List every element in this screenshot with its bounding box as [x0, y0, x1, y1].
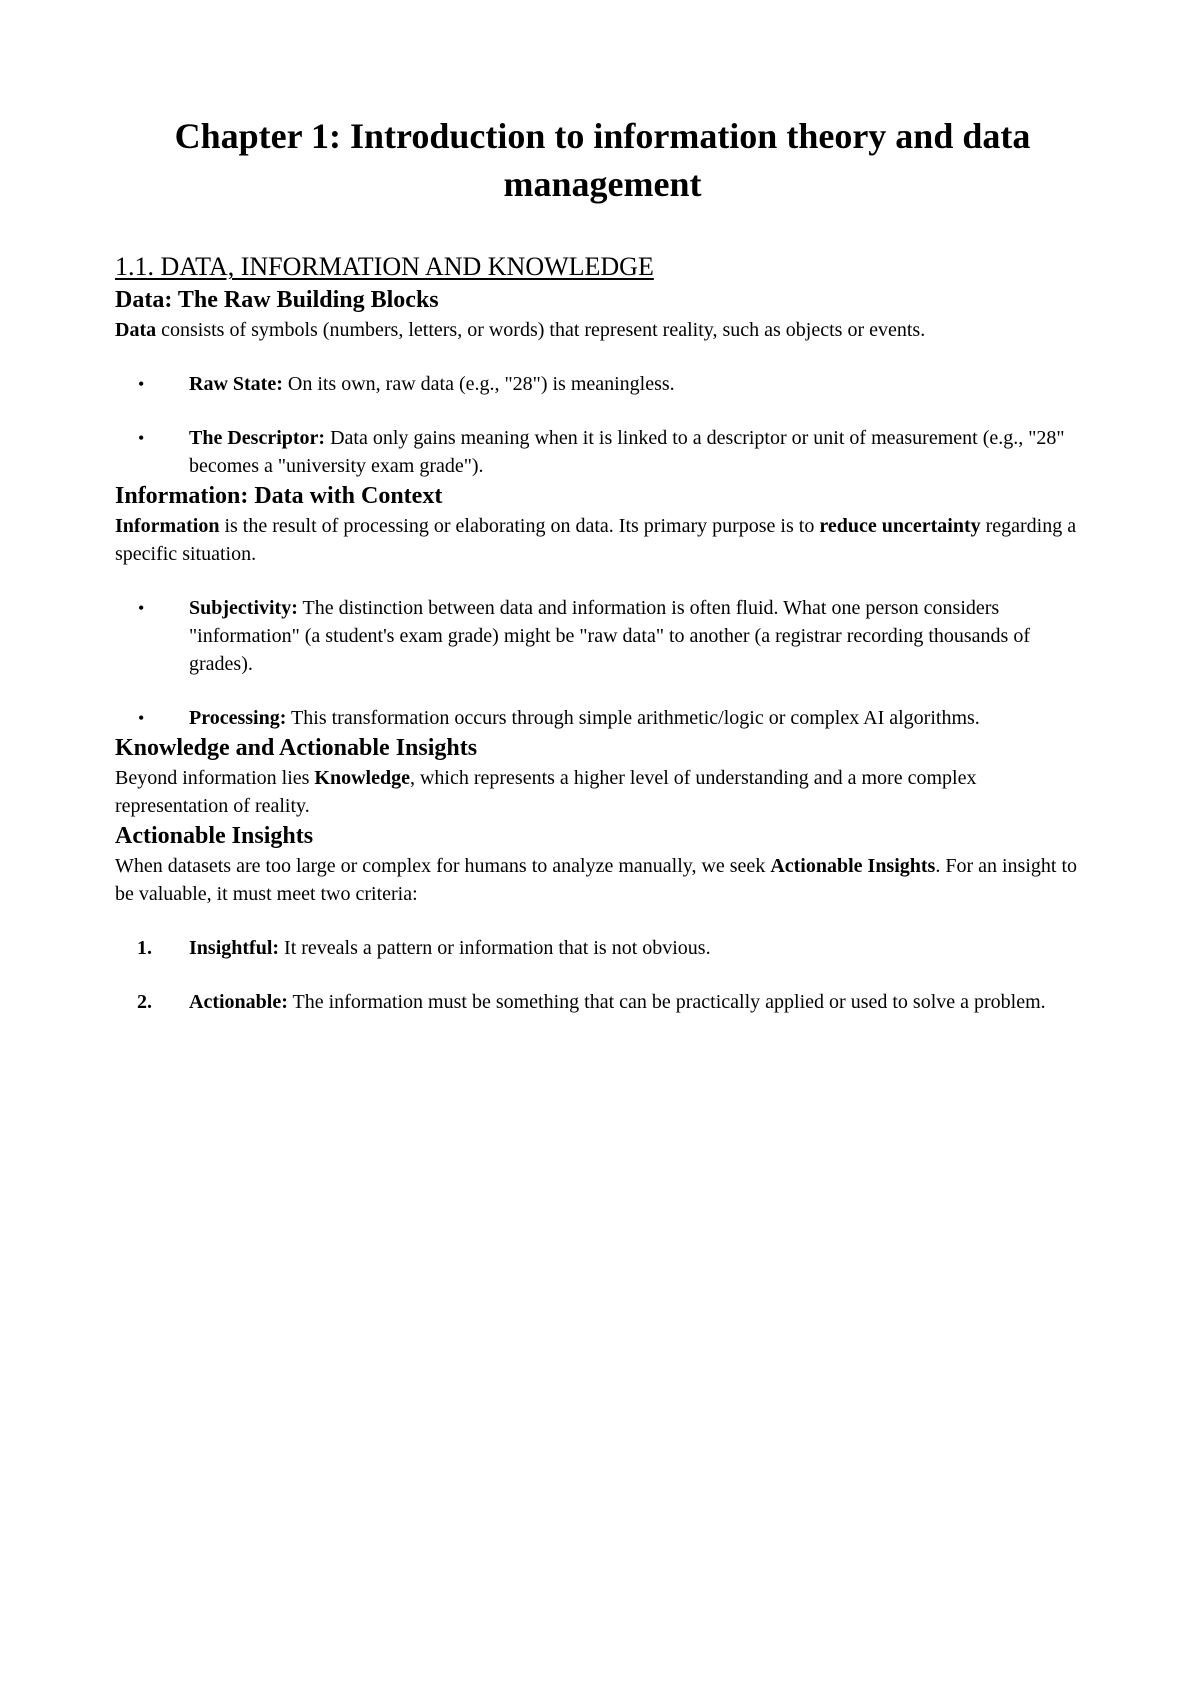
list-item [115, 370, 1090, 398]
information-intro-paragraph [115, 512, 1090, 568]
information-heading: Information: Data with Context [115, 483, 443, 509]
bullet-term: Raw State: [189, 373, 283, 395]
data-bullet-list [115, 370, 1090, 480]
insights-heading: Actionable Insights [115, 823, 314, 849]
knowledge-term: Knowledge [314, 767, 410, 789]
information-intro-term: Information [115, 515, 220, 537]
item-term: Insightful: [189, 937, 280, 959]
bullet-marker: • [138, 374, 145, 394]
bullet-text: This transformation occurs through simple arithmetic/logic or complex AI algorithms. [286, 707, 980, 729]
information-intro-emphasis: reduce uncertainty [819, 515, 981, 537]
list-item [115, 424, 1090, 480]
information-intro-text-end: regarding a specific situation. [115, 515, 1077, 565]
item-text: The information must be something that can be practically applied or used to solve a problem. [287, 991, 1046, 1013]
knowledge-heading: Knowledge and Actionable Insights [115, 735, 478, 761]
list-item [115, 594, 1090, 678]
bullet-text: On its own, raw data (e.g., "28") is meaningless. [282, 373, 675, 395]
data-heading: Data: The Raw Building Blocks [115, 287, 439, 313]
bullet-text: The distinction between data and information is often fluid. What one person considers "information" (a student's exam grade) might be "raw data" to another (a registrar recording thousands of grades). [189, 597, 1030, 675]
insights-text: When datasets are too large or complex for humans to analyze manually, we seek [115, 855, 771, 877]
number-marker: 2. [137, 991, 152, 1013]
data-intro-paragraph [115, 316, 1090, 344]
item-text: It reveals a pattern or information that is not obvious. [279, 937, 711, 959]
bullet-marker: • [138, 428, 145, 448]
bullet-term: Processing: [189, 707, 287, 729]
information-intro-text: is the result of processing or elaborating on data. Its primary purpose is to [219, 515, 820, 537]
bullet-term: The Descriptor: [189, 427, 326, 449]
information-bullet-list [115, 594, 1090, 732]
document-content [115, 112, 1090, 1016]
insights-numbered-list [115, 934, 1090, 1016]
chapter-title: Chapter 1: Introduction to information theory and data management [174, 116, 1031, 204]
bullet-text: Data only gains meaning when it is linked to a descriptor or unit of measurement (e.g., "28" becomes a "university exam grade"). [189, 427, 1065, 477]
insights-text-end: . For an insight to be valuable, it must meet two criteria: [115, 855, 1078, 905]
list-item [115, 704, 1090, 732]
list-item [115, 988, 1090, 1016]
insights-term: Actionable Insights [770, 855, 936, 877]
bullet-term: Subjectivity: [189, 597, 298, 619]
insights-paragraph [115, 852, 1090, 908]
bullet-marker: • [138, 708, 145, 728]
data-intro-term: Data [115, 319, 157, 341]
knowledge-paragraph [115, 764, 1090, 820]
knowledge-text: Beyond information lies [115, 767, 315, 789]
bullet-marker: • [138, 598, 145, 618]
list-item [115, 934, 1090, 962]
section-title: 1.1. DATA, INFORMATION AND KNOWLEDGE [115, 252, 654, 281]
knowledge-text-end: , which represents a higher level of understanding and a more complex representation of reality. [115, 767, 977, 817]
data-intro-text: consists of symbols (numbers, letters, or words) that represent reality, such as objects or events. [156, 319, 926, 341]
number-marker: 1. [137, 937, 152, 959]
item-term: Actionable: [189, 991, 288, 1013]
